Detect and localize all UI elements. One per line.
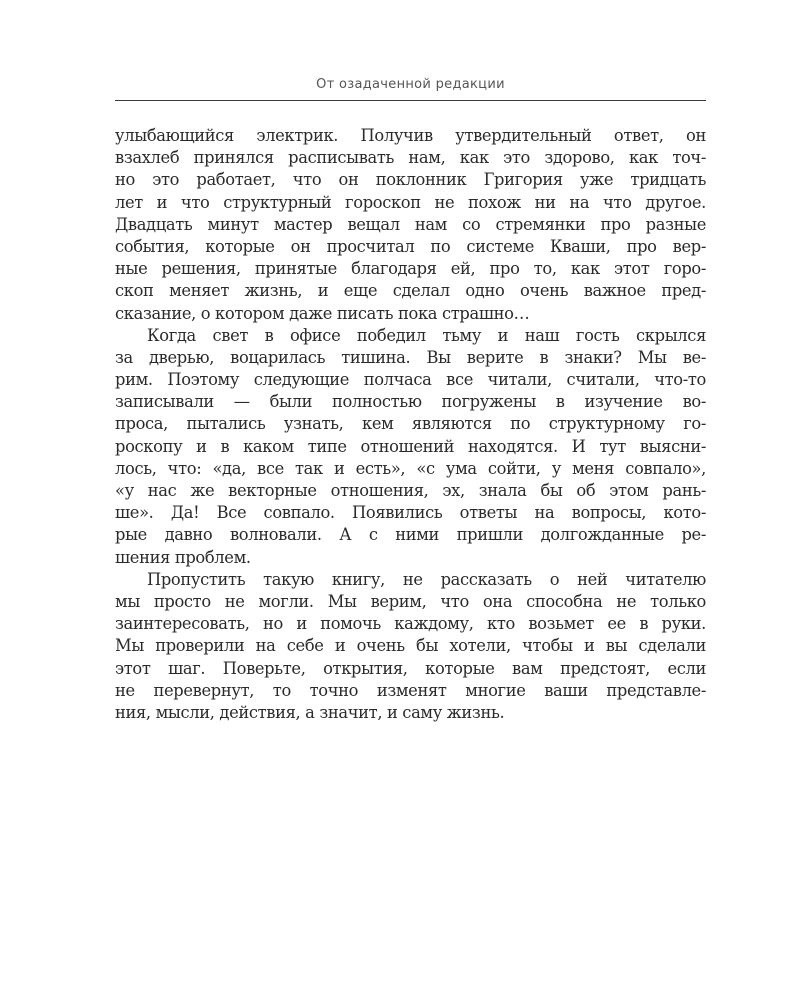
text-line: записывали — были полностью погружены в изучение во- <box>115 392 706 412</box>
text-line: ные решения, принятые благодаря ей, про то, как этот горо- <box>115 259 706 279</box>
text-line: проса, пытались узнать, кем являются по структурному го- <box>115 414 706 434</box>
text-line: взахлеб принялся расписывать нам, как это здорово, как точ- <box>115 148 706 168</box>
text-line: улыбающийся электрик. Получив утвердительный ответ, он <box>115 126 706 145</box>
text-line: лет и что структурный гороскоп не похож ни на что другое. <box>115 192 706 212</box>
text-line: события, которые он просчитал по системе Кваши, про вер- <box>115 236 706 256</box>
running-head: От озадаченной редакции <box>316 77 505 92</box>
text-line: «у нас же векторные отношения, эх, знала бы об этом рань- <box>115 481 706 500</box>
text-line: Двадцать минут мастер вещал нам со стремянки про разные <box>115 214 706 234</box>
text-line: роскопу и в каком типе отношений находятся. И тут выясни- <box>115 436 706 456</box>
text-line: Пропустить такую книгу, не рассказать о ней читателю <box>147 569 706 589</box>
text-line: но это работает, что он поклонник Григория уже тридцать <box>115 170 706 190</box>
text-line: шения проблем. <box>115 547 251 567</box>
text-line: лось, что: «да, все так и есть», «с ума сойти, у меня совпало», <box>115 458 706 478</box>
text-line: рим. Поэтому следующие полчаса все читали, считали, что-то <box>115 370 706 390</box>
text-line: рые давно волновали. А с ними пришли долгожданные ре- <box>115 525 706 545</box>
text-line: ше». Да! Все совпало. Появились ответы на вопросы, кото- <box>115 503 706 523</box>
text-line: ния, мысли, действия, а значит, и саму жизнь. <box>115 702 505 722</box>
text-line: этот шаг. Поверьте, открытия, которые вам предстоят, если <box>115 658 706 678</box>
text-line: мы просто не могли. Мы верим, что она способна не только <box>115 591 706 611</box>
text-line: скоп меняет жизнь, и еще сделал одно очень важное пред- <box>115 281 706 301</box>
body-text <box>115 125 706 724</box>
text-line: заинтересовать, но и помочь каждому, кто возьмет ее в руки. <box>115 614 706 634</box>
text-line: Когда свет в офисе победил тьму и наш гость скрылся <box>147 325 706 345</box>
paragraph-3 <box>115 569 706 724</box>
text-line: не перевернут, то точно изменят многие ваши представле- <box>115 680 706 700</box>
paragraph-1 <box>115 125 706 325</box>
text-line: за дверью, воцарилась тишина. Вы верите в знаки? Мы ве- <box>115 347 706 367</box>
text-line: сказание, о котором даже писать пока страшно… <box>115 303 530 323</box>
paragraph-2 <box>115 325 706 569</box>
text-line: Мы проверили на себе и очень бы хотели, чтобы и вы сделали <box>115 636 706 656</box>
header-rule <box>115 100 706 101</box>
